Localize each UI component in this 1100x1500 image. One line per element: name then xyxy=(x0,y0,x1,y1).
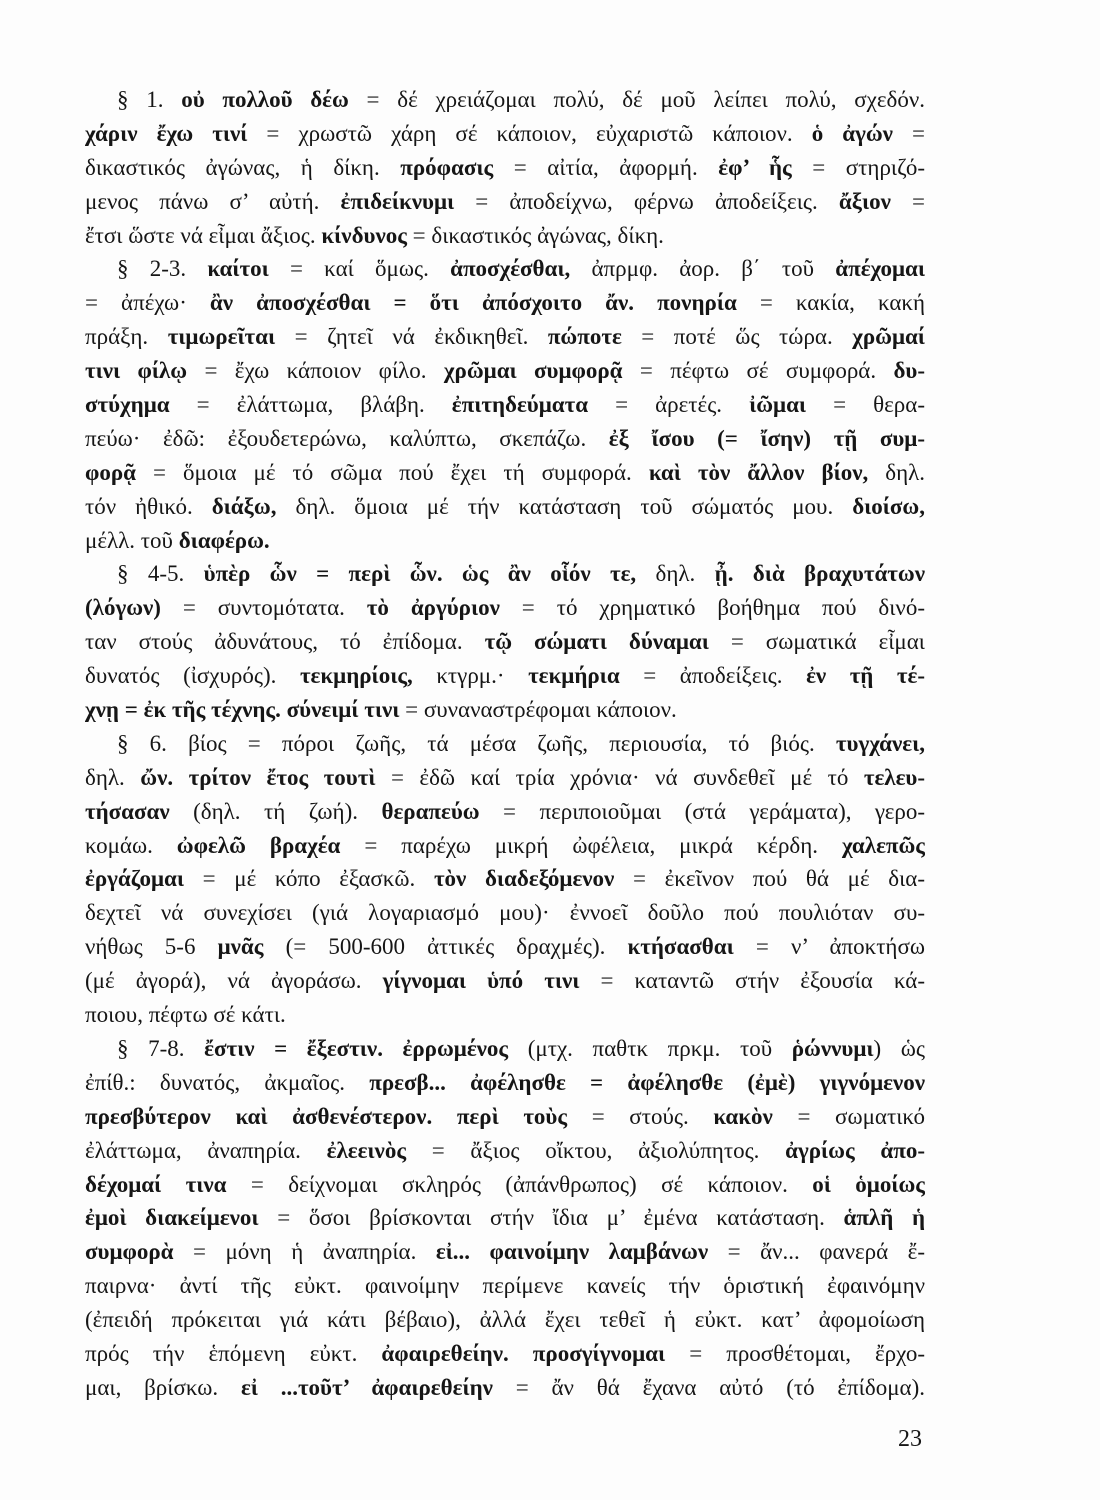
gloss-text: μενος πάνω σ’ αὐτή. xyxy=(85,188,341,214)
headword: ἐν τῇ τέ- xyxy=(806,663,925,689)
gloss-text: = ἄν θά ἔχανα αὐτό (τό ἐπίδομα). xyxy=(492,1374,925,1400)
headword: φορᾷ xyxy=(85,459,136,485)
text-line xyxy=(85,930,925,964)
gloss-text: δυνατός (ἰσχυρός). xyxy=(85,663,300,689)
text-line xyxy=(85,422,925,456)
headword: τὸ ἀργύριον xyxy=(366,595,500,621)
headword: τελευ- xyxy=(863,764,925,790)
gloss-text: ταν στούς ἀδυνάτους, τό ἐπίδομα. xyxy=(85,629,485,655)
gloss-text: = xyxy=(890,188,925,214)
gloss-text: = στούς. xyxy=(567,1103,714,1129)
headword: τιμωρεῖται xyxy=(167,324,276,350)
text-line xyxy=(85,354,925,388)
gloss-text: = σωματικά εἶμαι xyxy=(708,629,925,655)
commentary-paragraph xyxy=(85,557,925,726)
headword: ὤν. τρίτον ἔτος τουτὶ xyxy=(140,764,376,790)
gloss-text: = ἔχω κάποιον φίλο. xyxy=(187,358,444,384)
headword: ἁπλῆ ἡ xyxy=(843,1205,925,1231)
headword: συμφορὰ xyxy=(85,1239,174,1265)
headword: τῷ σώματι δύναμαι xyxy=(484,629,709,655)
headword: χνῃ = ἐκ τῆς τέχνης. σύνειμί τινι xyxy=(85,697,400,723)
text-line xyxy=(85,761,925,795)
gloss-text: (μέ ἀγορά), νά ἀγοράσω. xyxy=(85,968,383,994)
gloss-text: = ἀρετές. xyxy=(588,392,750,418)
gloss-text: = ἐδῶ καί τρία χρόνια· νά συνδεθεῖ μέ τό xyxy=(375,764,864,790)
gloss-text: = ὅσοι βρίσκονται στήν ἴδια μ’ ἐμένα κατάσταση. xyxy=(258,1205,844,1231)
gloss-text: δηλ. xyxy=(85,764,141,790)
gloss-text: κτγρμ.· xyxy=(412,663,529,689)
text-line xyxy=(85,219,925,253)
gloss-text: πεύω· ἐδῶ: ἐξουδετερώνω, καλύπτω, σκεπάζω. xyxy=(85,425,609,451)
text-line xyxy=(85,964,925,998)
headword: διαφέρω. xyxy=(178,527,270,553)
text-line xyxy=(85,659,925,693)
headword: ἐργάζομαι xyxy=(85,866,184,892)
headword: ἔστιν = ἔξεστιν. ἐρρωμένος xyxy=(204,1035,509,1061)
headword: ἰῶμαι xyxy=(749,392,807,418)
gloss-text: = κακία, κακή xyxy=(736,290,925,316)
headword: διάξω, xyxy=(211,493,277,519)
gloss-text: = ὅμοια μέ τό σῶμα πού ἔχει τή συμφορά. xyxy=(136,459,649,485)
gloss-text: = περιποιοῦμαι (στά γεράματα), γερο- xyxy=(479,798,925,824)
gloss-text: ἀπρμφ. ἀορ. β΄ τοῦ xyxy=(570,256,836,282)
gloss-text: νήθως 5-6 xyxy=(85,934,218,960)
text-line xyxy=(85,490,925,524)
gloss-text: = αἰτία, ἀφορμή. xyxy=(493,154,719,180)
gloss-text: = ἀποδείξεις. xyxy=(619,663,807,689)
text-line xyxy=(85,1134,925,1168)
gloss-text: = δέ χρειάζομαι πολύ, δέ μοῦ λείπει πολύ, σχεδόν. xyxy=(348,87,925,112)
text-line xyxy=(85,1371,925,1405)
gloss-text: (= 500-600 ἀττικές δραχμές). xyxy=(263,934,628,960)
gloss-text: = δείχνομαι σκληρός (ἀπάνθρωπος) σέ κάποιον. xyxy=(226,1171,813,1197)
commentary-text xyxy=(85,83,925,1405)
gloss-text: = ἀποδείχνω, φέρνω ἀποδείξεις. xyxy=(454,188,839,214)
headword: τὸν διαδεξόμενον xyxy=(433,866,615,892)
gloss-text: δεχτεῖ νά συνεχίσει (γιά λογαριασμό μου)· ἐννοεῖ δοῦλο πού πουλιόταν συ- xyxy=(85,900,925,926)
gloss-text: = ἐλάττωμα, βλάβη. xyxy=(169,392,452,418)
gloss-text: ποιου, πέφτω σέ κάτι. xyxy=(85,1002,286,1028)
text-line xyxy=(85,1032,925,1066)
gloss-text: πράξη. xyxy=(85,324,168,350)
headword: τεκμήρια xyxy=(528,663,620,689)
gloss-text: πρός τήν ἑπόμενη εὐκτ. xyxy=(85,1340,382,1366)
gloss-text: (δηλ. τή ζωή). xyxy=(169,798,382,824)
gloss-text: ἔτσι ὥστε νά εἶμαι ἄξιος. xyxy=(85,222,322,248)
headword: ἄξιον xyxy=(838,188,891,214)
gloss-text: = τό χρηματικό βοήθημα πού δινό- xyxy=(499,595,925,621)
text-line xyxy=(85,1269,925,1303)
headword: ἀφαιρεθείην. προσγίγνομαι xyxy=(381,1340,666,1366)
text-line xyxy=(85,998,925,1032)
gloss-text: = συναναστρέφομαι κάποιον. xyxy=(399,697,677,723)
gloss-text: = δικαστικός ἀγώνας, δίκη. xyxy=(406,222,664,248)
gloss-text: (μτχ. παθτκ πρκμ. τοῦ xyxy=(508,1035,792,1061)
headword: γίγνομαι ὑπό τινι xyxy=(382,968,580,994)
text-line xyxy=(85,1201,925,1235)
headword: ὑπὲρ ὧν = περὶ ὧν. ὡς ἂν οἷόν τε, xyxy=(203,561,637,587)
headword: καίτοι xyxy=(207,256,269,282)
headword: ὠφελῶ βραχέα xyxy=(176,832,341,858)
section-number: § 6. xyxy=(117,730,167,756)
gloss-text: (ἐπειδή πρόκειται γιά κάτι βέβαιο), ἀλλά ἔχει τεθεῖ ἡ εὐκτ. κατ’ ἀφομοίωση xyxy=(85,1307,925,1333)
headword: διοίσω, xyxy=(852,493,925,519)
commentary-paragraph xyxy=(85,83,925,252)
text-line xyxy=(85,591,925,625)
gloss-text: μέλλ. τοῦ xyxy=(85,527,179,553)
headword: ἐπιτηδεύματα xyxy=(451,392,589,418)
headword: χρῶμαι συμφορᾷ xyxy=(443,358,623,384)
headword: ἐφ’ ἧς xyxy=(718,154,792,180)
gloss-text: = xyxy=(892,120,925,146)
gloss-text: δηλ. ὅμοια μέ τήν κατάσταση τοῦ σώματός μου. xyxy=(276,493,853,519)
headword: καὶ τὸν ἄλλον βίον, xyxy=(648,459,869,485)
gloss-text: δηλ. xyxy=(868,459,925,485)
text-line xyxy=(85,151,925,185)
text-line xyxy=(85,524,925,558)
headword: ᾖ. διὰ βραχυτάτων xyxy=(714,561,925,587)
gloss-text: = ἐκεῖνον πού θά μέ δια- xyxy=(614,866,925,892)
text-line xyxy=(85,693,925,727)
headword: δέχομαί τινα xyxy=(85,1171,227,1197)
gloss-text: βίος = πόροι ζωῆς, τά μέσα ζωῆς, περιουσία, τό βιός. xyxy=(188,730,836,756)
text-line xyxy=(85,185,925,219)
gloss-text: παιρνα· ἀντί τῆς εὐκτ. φαινοίμην περίμενε κανείς τήν ὁριστική ἐφαινόμην xyxy=(85,1273,925,1299)
gloss-text: = ἄν... φανερά ἔ- xyxy=(708,1239,925,1265)
gloss-text: = μόνη ἡ ἀναπηρία. xyxy=(173,1239,436,1265)
gloss-text: = πέφτω σέ συμφορά. xyxy=(622,358,894,384)
headword: εἰ ...τοῦτ’ ἀφαιρεθείην xyxy=(240,1374,493,1400)
headword: χάριν ἔχω τινί xyxy=(85,120,248,146)
gloss-text: ἐπίθ.: δυνατός, ἀκμαῖος. xyxy=(85,1069,370,1095)
headword: ἐξ ἴσου (= ἴσην) τῇ συμ- xyxy=(608,425,925,451)
gloss-text: = μέ κόπο ἐξασκῶ. xyxy=(183,866,434,892)
text-line xyxy=(85,829,925,863)
text-line xyxy=(85,1235,925,1269)
section-number: § 1. xyxy=(117,87,164,112)
gloss-text: = καταντῶ στήν ἐξουσία κά- xyxy=(579,968,925,994)
text-line xyxy=(85,1337,925,1371)
headword: ἐπιδείκνυμι xyxy=(340,188,455,214)
text-line xyxy=(85,1303,925,1337)
headword: στύχημα xyxy=(85,392,170,418)
gloss-text: μαι, βρίσκω. xyxy=(85,1374,241,1400)
headword: εἰ... φαινοίμην λαμβάνων xyxy=(435,1239,709,1265)
text-line xyxy=(85,286,925,320)
commentary-paragraph xyxy=(85,252,925,557)
headword: πρεσβ... ἀφέλησθε = ἀφέλησθε (ἐμὲ) γιγνόμενον xyxy=(369,1069,925,1095)
gloss-text: = καί ὅμως. xyxy=(268,256,451,282)
section-number: § 4-5. xyxy=(117,561,185,587)
headword: (λόγων) xyxy=(85,595,161,621)
section-number: § 7-8. xyxy=(117,1035,185,1061)
text-line xyxy=(85,1066,925,1100)
headword: οἱ ὁμοίως xyxy=(812,1171,925,1197)
gloss-text: κομάω. xyxy=(85,832,177,858)
text-line xyxy=(85,727,925,761)
text-line xyxy=(85,320,925,354)
headword: τεκμηρίοις, xyxy=(299,663,413,689)
headword: μνᾶς xyxy=(217,934,264,960)
gloss-text: τόν ἠθικό. xyxy=(85,493,212,519)
text-line xyxy=(85,1100,925,1134)
gloss-text: δικαστικός ἀγώνας, ἡ δίκη. xyxy=(85,154,401,180)
gloss-text: ἐλάττωμα, ἀναπηρία. xyxy=(85,1137,327,1163)
headword: ἀπέχομαι xyxy=(835,256,925,282)
text-line xyxy=(85,252,925,286)
headword: δυ- xyxy=(893,358,925,384)
headword: χρῶμαί xyxy=(852,324,925,350)
gloss-text: = στηριζό- xyxy=(791,154,925,180)
headword: κίνδυνος xyxy=(321,222,407,248)
gloss-text: = ν’ ἀποκτήσω xyxy=(733,934,925,960)
gloss-text: = ἄξιος οἴκτου, ἀξιολύπητος. xyxy=(406,1137,786,1163)
page-number: 23 xyxy=(898,1426,922,1452)
commentary-paragraph xyxy=(85,727,925,1032)
text-line xyxy=(85,456,925,490)
headword: πρόφασις xyxy=(400,154,494,180)
commentary-paragraph xyxy=(85,1032,925,1405)
headword: τήσασαν xyxy=(85,798,170,824)
section-number: § 2-3. xyxy=(117,256,187,282)
text-line xyxy=(85,83,925,117)
text-line xyxy=(85,625,925,659)
text-line xyxy=(85,388,925,422)
gloss-text: = προσθέτομαι, ἔρχο- xyxy=(665,1340,925,1366)
text-line xyxy=(85,896,925,930)
text-line xyxy=(85,795,925,829)
gloss-text: = παρέχω μικρή ὠφέλεια, μικρά κέρδη. xyxy=(340,832,842,858)
gloss-text: = ζητεῖ νά ἐκδικηθεῖ. xyxy=(275,324,548,350)
headword: πρεσβύτερον καὶ ἀσθενέστερον. περὶ τοὺς xyxy=(85,1103,568,1129)
gloss-text: = χρωστῶ χάρη σέ κάποιον, εὐχαριστῶ κάποιον. xyxy=(247,120,812,146)
headword: ἐμοὶ διακείμενοι xyxy=(85,1205,259,1231)
headword: ῥώννυμι xyxy=(791,1035,874,1061)
text-line xyxy=(85,117,925,151)
headword: χαλεπῶς xyxy=(841,832,925,858)
headword: ἀγρίως ἀπο- xyxy=(785,1137,925,1163)
headword: κακὸν xyxy=(713,1103,773,1129)
headword: ἀποσχέσθαι, xyxy=(450,256,571,282)
headword: θεραπεύω xyxy=(381,798,480,824)
headword: οὐ πολλοῦ δέω xyxy=(181,87,349,112)
text-line xyxy=(85,1168,925,1202)
headword: ἂν ἀποσχέσθαι = ὅτι ἀπόσχοιτο ἄν. πονηρία xyxy=(209,290,737,316)
gloss-text: = θερα- xyxy=(806,392,925,418)
headword: τινι φίλῳ xyxy=(85,358,188,384)
headword: ἐλεεινὸς xyxy=(326,1137,407,1163)
gloss-text: ) ὡς xyxy=(873,1035,925,1061)
headword: κτήσασθαι xyxy=(627,934,734,960)
text-line xyxy=(85,557,925,591)
gloss-text: = ἀπέχω· xyxy=(85,290,210,316)
headword: πώποτε xyxy=(547,324,622,350)
headword: τυγχάνει, xyxy=(835,730,925,756)
gloss-text: δηλ. xyxy=(636,561,715,587)
text-line xyxy=(85,862,925,896)
headword: ὁ ἀγών xyxy=(811,120,893,146)
gloss-text: = συντομότατα. xyxy=(160,595,367,621)
gloss-text: = σωματικό xyxy=(772,1103,925,1129)
gloss-text: = ποτέ ὥς τώρα. xyxy=(621,324,853,350)
